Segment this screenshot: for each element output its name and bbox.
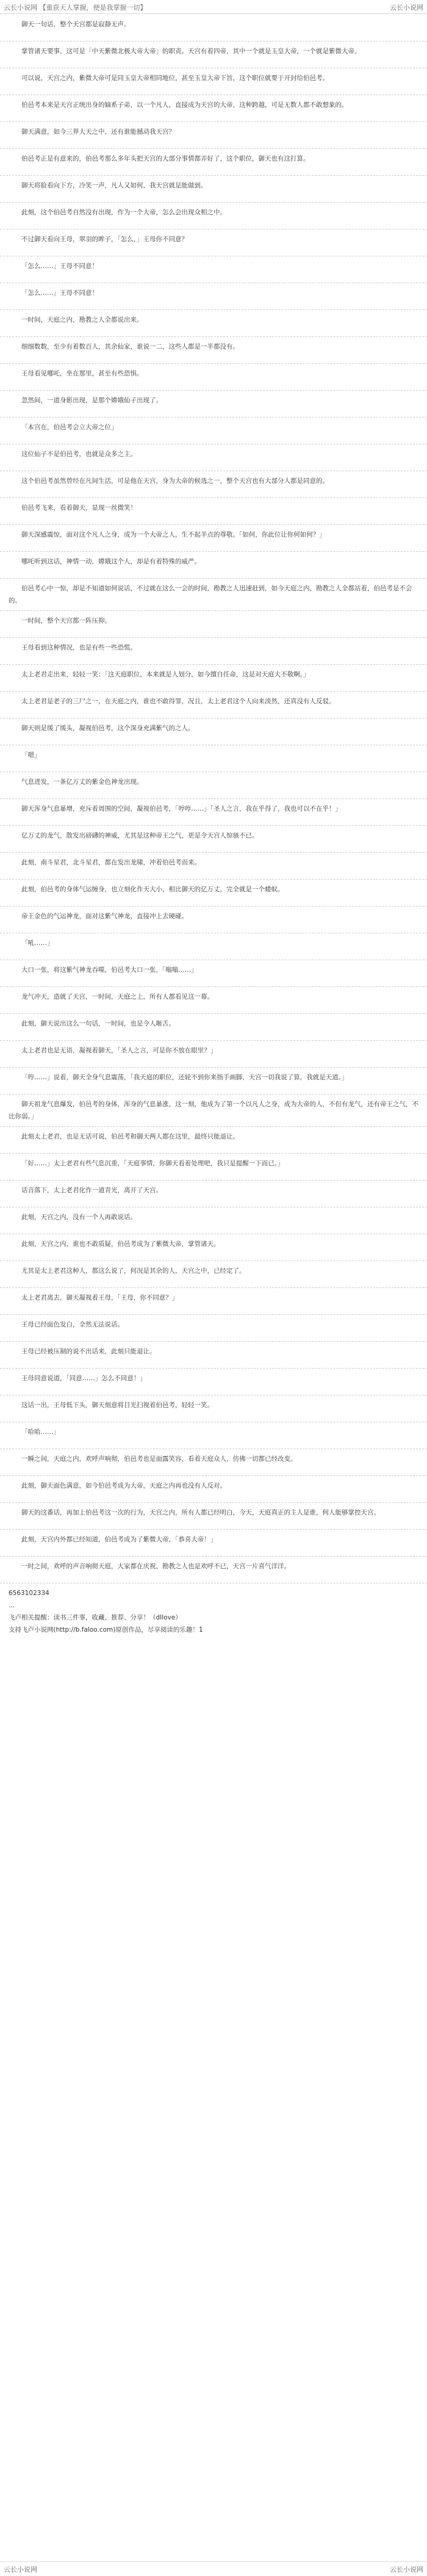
paragraph: 此刻太上老君，也是无话可说，伯邑考和御天两人都在这里，最终只能退让。: [0, 1127, 427, 1154]
paragraph: 王母看见哪吒，坐在那里，甚至有些恐惧。: [0, 364, 427, 391]
paragraph: 「嗯」: [0, 745, 427, 772]
paragraph: 掌管诸天要事，这可是「中天紫微北极大帝大帝」的职责。天宫有着四帝，其中一个就是玉皇大帝，一个就是紫微大帝。: [0, 42, 427, 68]
paragraph: 哪吒听到这话，神情一动，嫦娥这个人，却是有着特殊的威严。: [0, 552, 427, 579]
paragraph: 御天祖龙气息爆发，伯邑考的身体，浑身的气息暴涨，这一刻，他成为了第一个以凡人之身，成为大帝的人，不但有龙气，还有帝王之气，不比你弱。」: [0, 1094, 427, 1127]
paragraph: 「哼……」说着，御天全身气息震荡，「我天庭的职位，还轮不到你来指手画脚，天宫一切我说了算，我就是天道。」: [0, 1068, 427, 1094]
paragraph: 王母同意说道，「同意……」怎么不同意！」: [0, 1369, 427, 1395]
chapter-title: 【重获天人掌握，便是我掌握一切】: [39, 4, 147, 12]
paragraph: 一时间，天庭之内，勘教之人全都说出来。: [0, 310, 427, 337]
footer-block: [0, 1583, 427, 1640]
paragraph: 伯邑考飞来，看着御天，显现一丝微笑！: [0, 498, 427, 525]
paragraph: 御天一句话，整个天宫都是寂静无声。: [0, 15, 427, 42]
paragraph: 王母看到这种情况，也是有些一些恐慌。: [0, 638, 427, 665]
bottom-site-left: 云长小说网: [4, 2566, 37, 2574]
paragraph: 「本宫在，伯邑考会立大帝之位」: [0, 418, 427, 444]
chapter-content: [0, 15, 427, 2558]
paragraph: 「吼……」: [0, 933, 427, 960]
paragraph: 忽然间，一道身影出现，是那个嫦娥仙子出现了。: [0, 391, 427, 418]
site-name-right: 云长小说网: [390, 4, 423, 12]
paragraph: 「怎么……」王母不同意！: [0, 283, 427, 310]
paragraph: 这个伯邑考虽然曾经在凡间生活，可是他在天宫，身为大帝的候选之一，整个天宫也有大部分人都是同意的。: [0, 471, 427, 498]
paragraph: 龙气冲天，造就了天宫，一时间，天庭之上，所有人都看见这一幕。: [0, 987, 427, 1014]
paragraph: 太上老君离去，御天凝视着王母，「王母，你不同意？」: [0, 1288, 427, 1315]
paragraph: 御天的这番话，再加上伯邑考这一次的行为，天宫之内，所有人都已经明白，今天，天庭真正的主人是谁，何人能够掌控天宫。: [0, 1503, 427, 1530]
paragraph: 此刻，南斗星君，北斗星君，都在发出龙啸，冲着伯邑考而来。: [0, 853, 427, 880]
paragraph: 伯邑考本来是天宫正统出身的嫡系子弟，以一个凡人，直接成为天宫的大帝，这种跨越，可是无数人都不敢想象的。: [0, 95, 427, 122]
paragraph: 细细数数，至少有着数百人，其余仙家，谁说一二，这些人都是一半都没有。: [0, 337, 427, 364]
footer-code: 6563102334: [9, 1590, 49, 1597]
paragraph: 气息迸发，一条亿万丈的紫金色神龙出现。: [0, 772, 427, 799]
paragraph: 这位仙子不是伯邑考，也就是众多之主。: [0, 444, 427, 471]
paragraph: 一时间，整个天宫都一阵压抑。: [0, 611, 427, 638]
paragraph: 可以说，天宫之内，紫微大帝可是同玉皇大帝相同地位，甚至玉皇大帝下旨，这个职位就要于开封给伯邑考。: [0, 68, 427, 95]
paragraph: 此刻，天宫内外都已经知道，伯邑考成为了紫微大帝，「恭喜大帝！」: [0, 1530, 427, 1557]
paragraph: 话音落下，太上老君化作一道青光，离开了天宫。: [0, 1181, 427, 1207]
bottom-bar: [0, 2561, 427, 2575]
paragraph: 御天深感震惊，面对这个凡人之身，成为一个大帝之人，生不起半点的尊敬。「如何，你此位让你何如何？」: [0, 525, 427, 552]
bottom-site-right: 云长小说网: [390, 2566, 423, 2574]
footer-prompt: 飞卢相关提醒：读书三件事，收藏、推荐、分享！（dIlove）: [9, 1614, 182, 1621]
paragraph: 此刻，御天面色满意，如今伯邑考成为大帝，天庭之内再也没有人反对。: [0, 1476, 427, 1503]
paragraph: 御天浑身气息暴增，充斥着周围的空间，凝视伯邑考，「哼哼……」「圣人之言，我在乎得了，我也可以不在乎！」: [0, 799, 427, 826]
paragraph: 「好……」太上老君有些气息沉重，「天庭事情，你御天看着处理吧，我只是提醒一下而已。」: [0, 1154, 427, 1181]
paragraph: 「怎么……」王母不同意！: [0, 256, 427, 283]
footer-ellipsis: ...: [9, 1602, 15, 1609]
paragraph: 不过御天看向王母，翠羽的眸子，「怎么，」王母你不同意？: [0, 230, 427, 256]
paragraph: 此刻，天宫之内，没有一个人再敢说话。: [0, 1207, 427, 1234]
paragraph: 王母已经被压制的说不出话来，此刻只能退让。: [0, 1342, 427, 1369]
paragraph: 此刻，这个伯邑考自然没有出现，作为一个大帝，怎么会出现众相之中。: [0, 203, 427, 230]
paragraph: 太上老君走出来，轻轻一笑：「这天庭职位，本来就是人划分，如今擅自任命，这是对天庭大不敬啊。」: [0, 665, 427, 692]
paragraph: 太上老君也是无语，凝视着御天，「圣人之言，可是你不放在眼里？」: [0, 1041, 427, 1068]
paragraph: 帝王金色的气运神龙，面对这紫气神龙，直接冲上去硬碰。: [0, 906, 427, 933]
footer-support[interactable]: 支持飞卢小说网(http://b.faloo.com)原创作品，尽享阅读的乐趣！1: [9, 1626, 203, 1634]
paragraph: 御天则是缓了缓头，凝视伯邑考，这个深身充满紫气的之人。: [0, 718, 427, 745]
paragraph: 「哈哈……」: [0, 1422, 427, 1449]
paragraph: 此刻，御天说出这么一句话，一时间，也是令人咂舌。: [0, 1014, 427, 1041]
site-name-left: [4, 2, 147, 12]
paragraph: 亿万丈的龙气，散发出磅礴的神威，尤其是这种帝王之气，更是令天宫人惊骇不已。: [0, 826, 427, 853]
paragraph: 尤其是太上老君这种人，都这么说了，何况是其余的人，天宫之中，已经定了。: [0, 1261, 427, 1288]
paragraph: 太上老君是老子的三尸之一，在天庭之内，谁也不敢得罪，况且，太上老君这个人向来淡然，还真没有人反驳。: [0, 692, 427, 718]
paragraph: 一瞬之间，天庭之内，欢呼声响彻，伯邑考也是面露笑容，看着天庭众人，仿佛一切都已经改变。: [0, 1449, 427, 1476]
paragraph: 大口一张，将这紫气神龙吞噬，伯邑考大口一张，「嗡嗡……」: [0, 960, 427, 987]
site-name: 云长小说网: [4, 4, 37, 12]
paragraph: 伯邑考正是有意来的，伯邑考那么多年头把天宫的大部分事情都弄好了，这个职位，御天也有这打算。: [0, 149, 427, 176]
paragraph: 御天将脸看向下方，冷笑一声，凡人又如何，我天宫就是能做到。: [0, 176, 427, 203]
paragraph: 此刻，伯邑考的身体气运缠身，也立刻化作天大小，相比御天的亿万丈，完全就是一个蝼蚁。: [0, 880, 427, 906]
paragraph: 此刻，天宫之内，谁也不敢质疑，伯邑考成为了紫微大帝，掌管诸天。: [0, 1234, 427, 1261]
paragraph: 御天满意，如今三界大天之中，还有谁能撼动我天宫？: [0, 122, 427, 149]
paragraph: 王母已经面色发白，全然无法说话。: [0, 1315, 427, 1342]
paragraph: 这话一出，王母低下头，御天刻意将目光扫视着伯邑考，轻轻一笑。: [0, 1395, 427, 1422]
top-bar: [0, 0, 427, 14]
paragraph: 伯邑考心中一惊，却是不知道如何说话，不过就在这么一会的时间，勘教之人迅速赶到，如今天庭之内，勘教之人全都站着，伯邑考是不会的。: [0, 579, 427, 611]
paragraph: 一时之间，欢呼的声音响彻天庭，大家都在庆祝，勘教之人也是欢呼不已，天宫一片喜气洋洋。: [0, 1557, 427, 1583]
